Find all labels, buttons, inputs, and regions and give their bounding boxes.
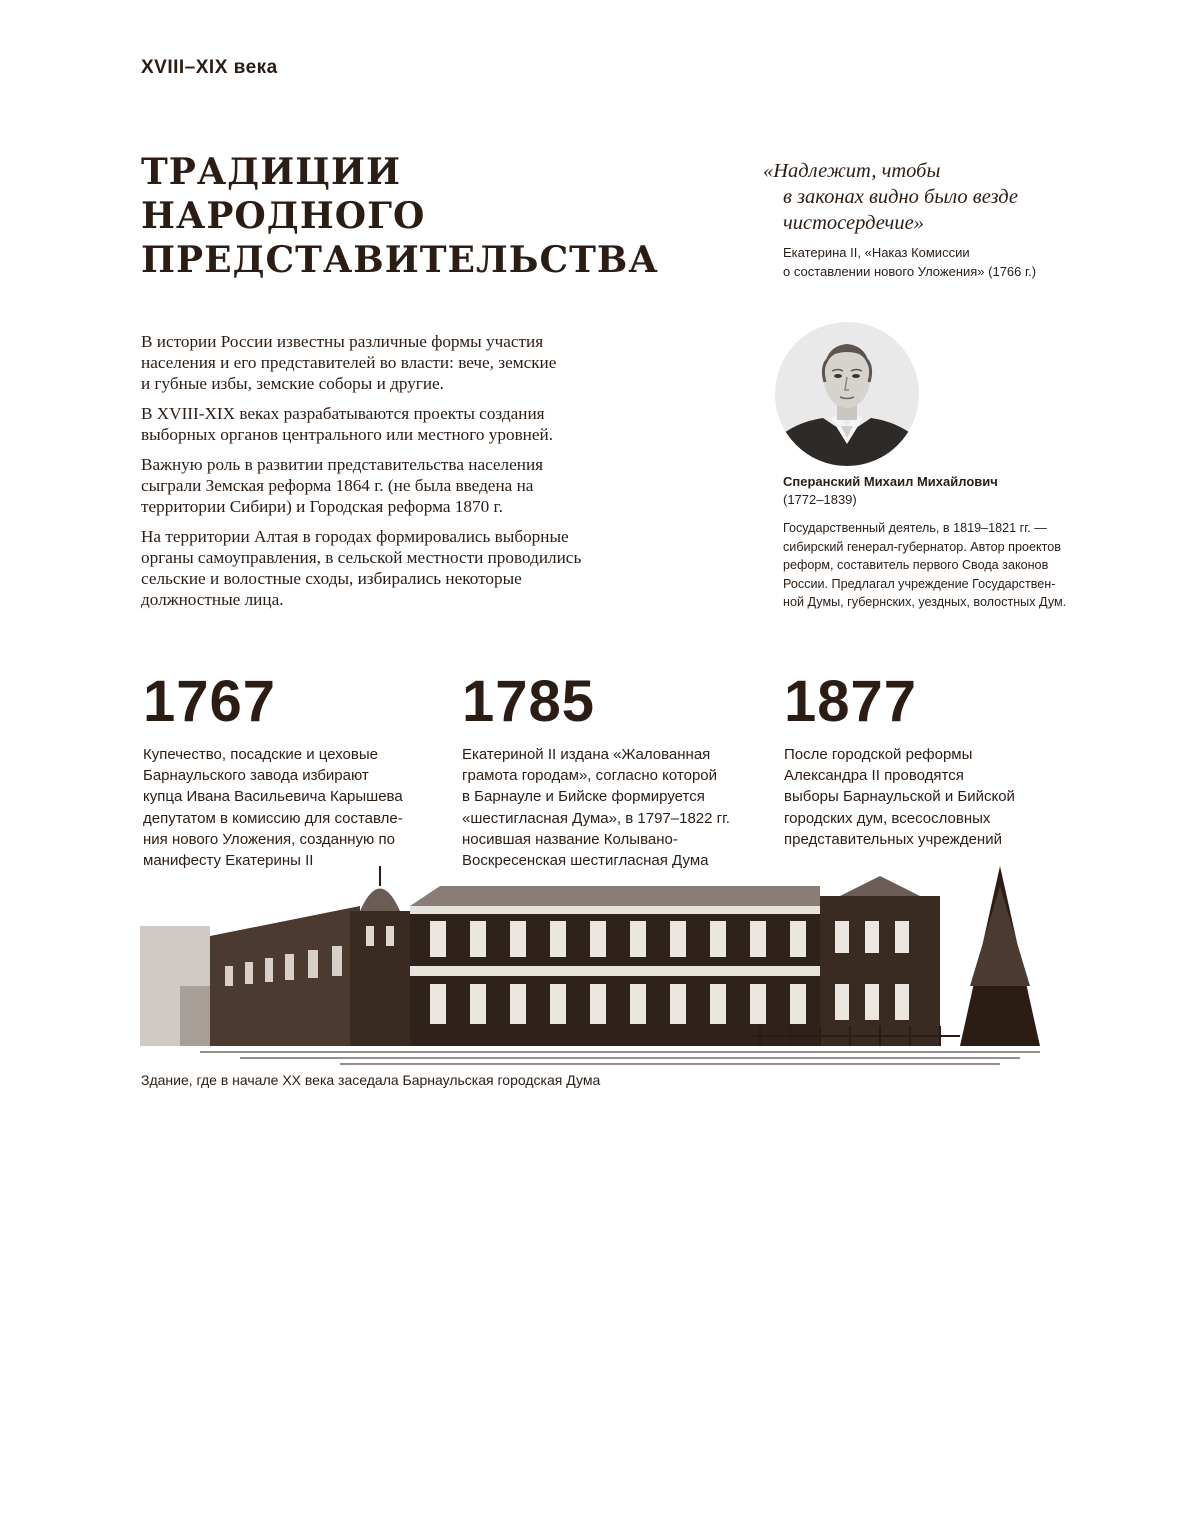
timeline-line: ния нового Уложения, созданную по (143, 830, 395, 848)
timeline-line: манифесту Екатерины II (143, 852, 314, 870)
title-line: НАРОДНОГО (141, 195, 426, 237)
quote-line: чистосердечие» (783, 212, 924, 234)
timeline-line: депутатом в комиссию для составле- (143, 809, 403, 827)
intro-paragraph (141, 526, 641, 610)
timeline-line: После городской реформы (784, 746, 973, 763)
quote-line: «Надлежит, чтобы (763, 160, 941, 182)
bio-years: (1772–1839) (783, 492, 857, 507)
intro-line: населения и его представителей во власти: вече, земские (141, 353, 557, 372)
timeline-line: «шестигласная Дума», в 1797–1822 гг. (462, 809, 730, 827)
timeline-year: 1767 (143, 669, 277, 734)
intro-line: органы самоуправления, в сельской местности проводились (141, 548, 582, 567)
page-title (141, 150, 659, 282)
intro-paragraph (141, 454, 641, 517)
timeline-description (462, 744, 762, 871)
timeline-line: носившая название Колывано- (462, 830, 678, 848)
speransky-portrait (775, 322, 919, 466)
timeline-line: городских дум, всесословных (784, 809, 991, 827)
timeline-description (784, 744, 1084, 850)
intro-line: В истории России известны различные формы участия (141, 332, 544, 351)
intro-line: В XVIII-XIX веках разрабатываются проекты создания (141, 404, 545, 423)
quote-source-line: о составлении нового Уложения» (1766 г.) (783, 264, 1037, 279)
bio-line: реформ, составитель первого Свода законов (783, 558, 1049, 572)
bio-line: ной Думы, губернских, уездных, волостных Дум. (783, 595, 1067, 609)
timeline-line: представительных учреждений (784, 830, 1002, 848)
bio-line: сибирский генерал-губернатор. Автор проектов (783, 539, 1061, 554)
building-engraving (140, 866, 1060, 1066)
timeline-line: в Барнауле и Бийске формируется (462, 788, 705, 806)
title-line: ПРЕДСТАВИТЕЛЬСТВА (141, 239, 659, 281)
timeline-line: Александра II проводятся (784, 767, 964, 785)
epigraph-quote (763, 158, 1093, 236)
intro-line: выборных органов центрального или местного уровней. (141, 425, 554, 444)
intro-paragraph (141, 331, 641, 394)
portrait-engraving (775, 322, 919, 466)
intro-line: территории Сибири) и Городская реформа 1870 г. (141, 497, 503, 516)
timeline-line: Барнаульского завода избирают (143, 767, 369, 785)
timeline-line: выборы Барнаульской и Бийской (784, 788, 1015, 806)
intro-line: сельские и волостные сходы, избирались некоторые (141, 569, 522, 588)
timeline-line: купца Ивана Васильевича Карышева (143, 788, 403, 806)
intro-line: и губные избы, земские соборы и другие. (141, 374, 444, 393)
section-header: XVIII–XIX века (141, 57, 278, 78)
timeline-line: Воскресенская шестигласная Дума (462, 852, 709, 870)
intro-line: На территории Алтая в городах формировались выборные (141, 527, 569, 546)
bio-line: России. Предлагал учреждение Государствен- (783, 576, 1056, 591)
illustration-caption: Здание, где в начале XX века заседала Барнаульская городская Дума (141, 1072, 601, 1088)
intro-text (141, 331, 641, 619)
timeline-line: Купечество, посадские и цеховые (143, 746, 378, 763)
bio-text (783, 519, 1103, 612)
bio-name: Сперанский Михаил Михайлович (783, 474, 998, 489)
timeline-line: Екатериной II издана «Жалованная (462, 746, 711, 763)
quote-source (783, 243, 1103, 281)
timeline-year: 1877 (784, 669, 918, 734)
intro-line: сыграли Земская реформа 1864 г. (не была введена на (141, 476, 534, 495)
timeline-description (143, 744, 443, 871)
quote-line: в законах видно было везде (783, 186, 1018, 208)
timeline-line: грамота городам», согласно которой (462, 767, 718, 785)
title-line: ТРАДИЦИИ (141, 151, 402, 193)
intro-line: Важную роль в развитии представительства населения (141, 455, 544, 474)
intro-line: должностные лица. (141, 590, 284, 609)
duma-building-illustration (140, 866, 1060, 1066)
intro-paragraph (141, 403, 641, 445)
timeline-year: 1785 (462, 669, 596, 734)
quote-source-line: Екатерина II, «Наказ Комиссии (783, 245, 970, 260)
bio-line: Государственный деятель, в 1819–1821 гг. — (783, 521, 1047, 535)
